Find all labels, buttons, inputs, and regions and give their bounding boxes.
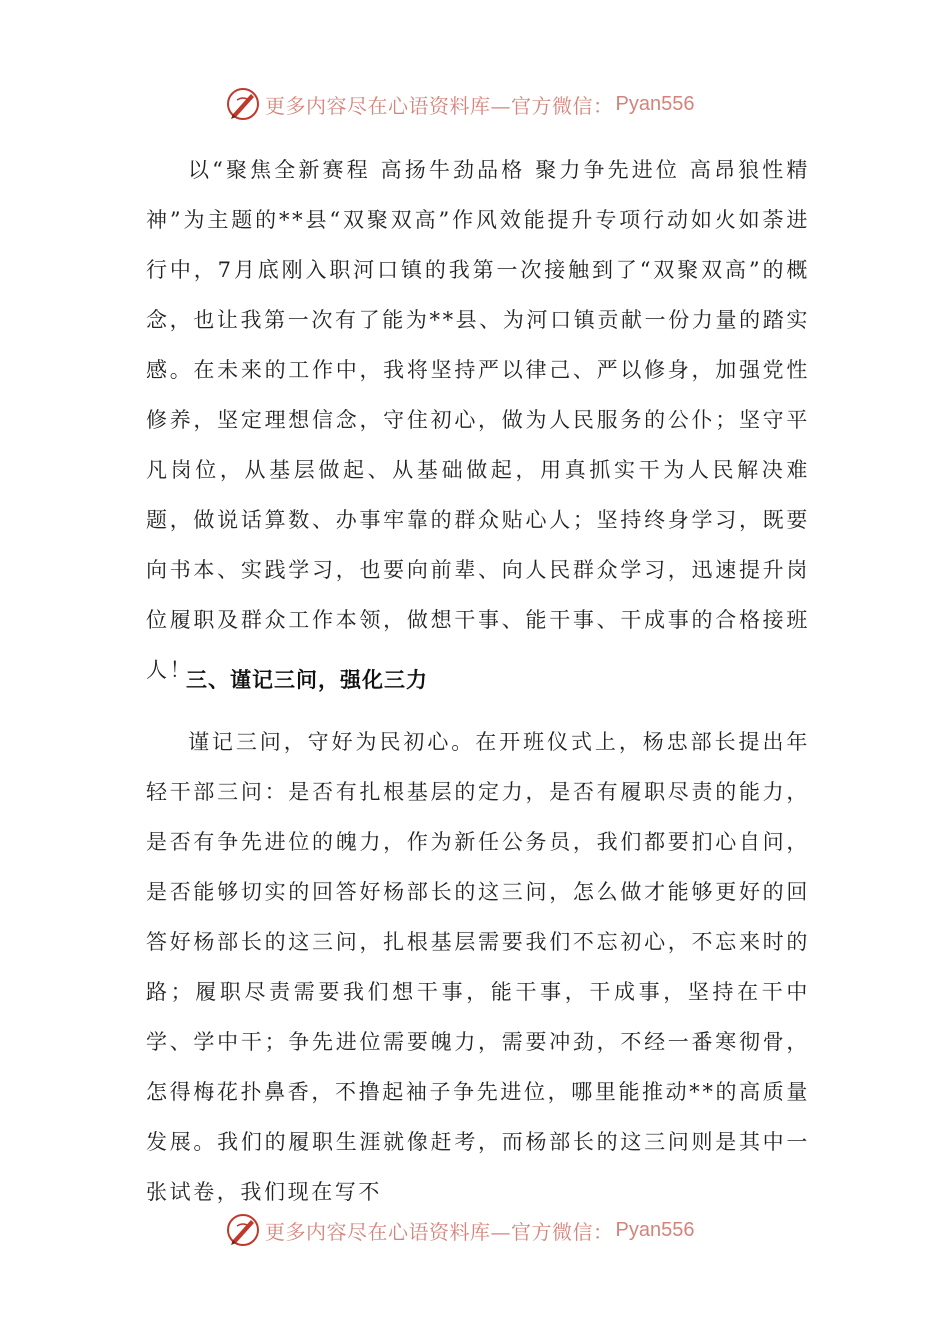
- footer-banner: [225, 1210, 745, 1250]
- banner-text: 更多内容尽在心语资料库—官方微信：: [265, 93, 614, 118]
- paragraph-2: 谨记三问，守好为民初心。在开班仪式上，杨忠部长提出年轻干部三问：是否有扎根基层的定力，是否有履职尽责的能力，是否有争先进位的魄力，作为新任公务员，我们都要扪心自问，是否能够切实的回答好杨部长的这三问，怎么做才能够更好的回答好杨部长的这三问，扎根基层需要我们不忘初心，不忘来时的路；履职尽责需要我们想干事，能干事，干成事，坚持在干中学、学中干；争先进位需要魄力，需要冲劲，不经一番寒彻骨，怎得梅花扑鼻香，不撸起袖子争先进位，哪里能推动**的高质量发展。我们的履职生涯就像赶考，而杨部长的这三问则是其中一张试卷，我们现在写不: [146, 730, 810, 1204]
- paragraph-1: 以“聚焦全新赛程 高扬牛劲品格 聚力争先进位 高昂狼性精神”为主题的**县“双聚双高”作风效能提升专项行动如火如荼进行中，7月底刚入职河口镇的我第一次接触到了“双聚双高”的概念，也让我第一次有了能为**县、为河口镇贡献一份力量的踏实感。在未来的工作中，我将坚持严以律己、严以修身，加强党性修养，坚定理想信念，守住初心，做为人民服务的公仆；坚守平凡岗位，从基层做起、从基础做起，用真抓实干为人民解决难题，做说话算数、办事牢靠的群众贴心人；坚持终身学习，既要向书本、实践学习，也要向前辈、向人民群众学习，迅速提升岗位履职及群众工作本领，做想干事、能干事、干成事的合格接班人！: [146, 158, 810, 682]
- header-banner: [225, 84, 745, 124]
- pen-logo-icon: [225, 1212, 261, 1248]
- banner-text: 更多内容尽在心语资料库—官方微信：: [265, 1219, 614, 1244]
- section-heading: 三、谨记三问，强化三力: [186, 668, 428, 692]
- pen-logo-icon: [225, 86, 261, 122]
- wechat-id: Pyan556: [615, 92, 695, 115]
- wechat-id: Pyan556: [615, 1218, 695, 1241]
